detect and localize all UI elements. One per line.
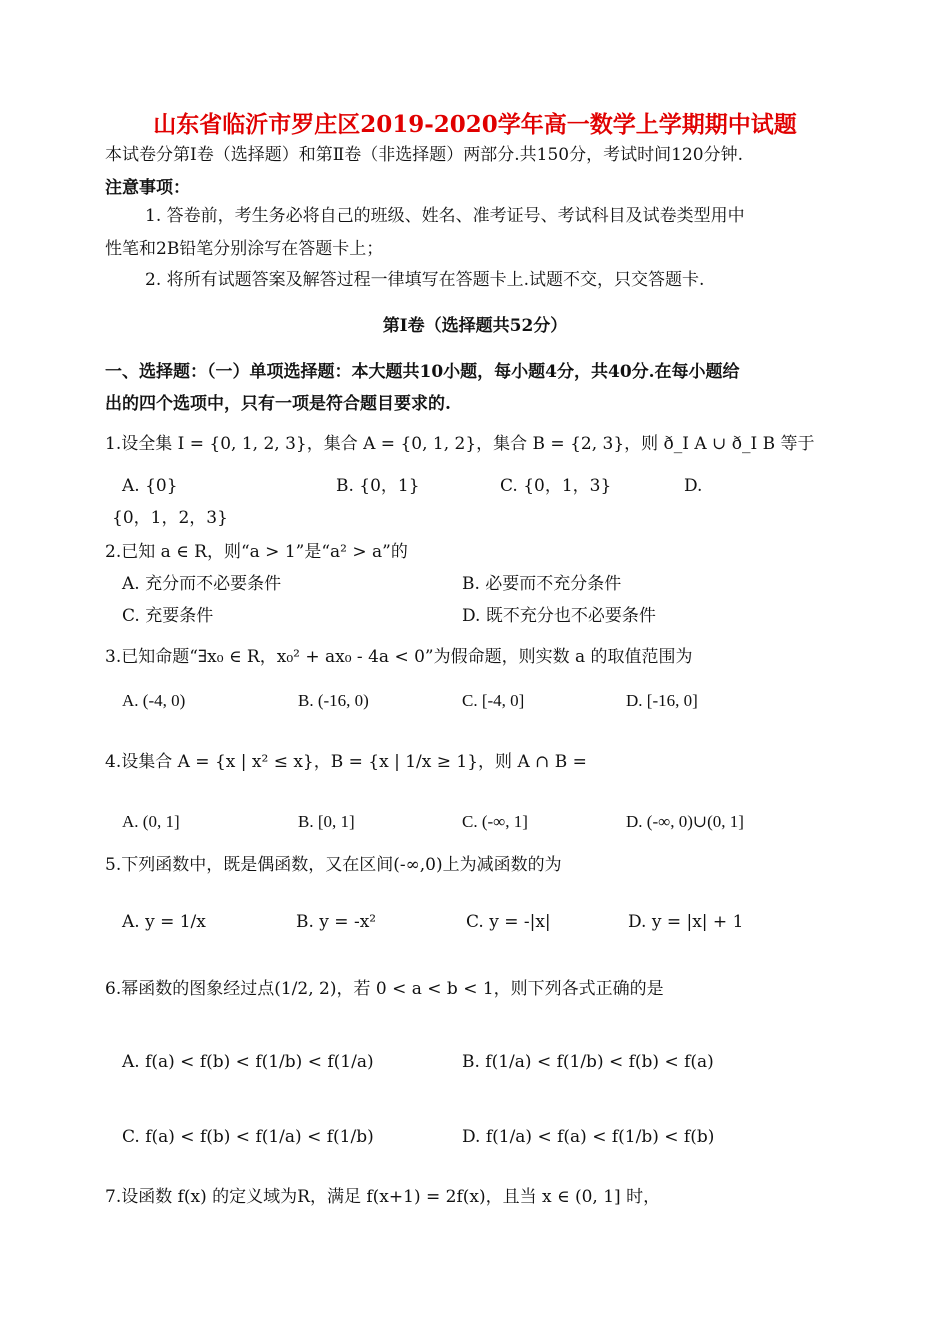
q6-option-d: D. f(1/a) < f(a) < f(1/b) < f(b): [462, 1127, 715, 1147]
q5-option-d: D. y = |x| + 1: [628, 912, 744, 932]
q5-option-b: B. y = -x²: [296, 912, 377, 932]
q2-option-d: D. 既不充分也不必要条件: [462, 606, 656, 626]
question-4-stem: 4.设集合 A = {x | x² ≤ x}，B = {x | 1/x ≥ 1}，则 A ∩ B =: [105, 752, 587, 772]
question-3-stem: 3.已知命题“∃x₀ ∈ R，x₀² + ax₀ - 4a < 0”为假命题，则实数 a 的取值范围为: [105, 647, 693, 667]
notice-item-2: 2. 将所有试题答案及解答过程一律填写在答题卡上.试题不交，只交答题卡.: [145, 270, 705, 290]
question-5-stem: 5.下列函数中，既是偶函数，又在区间(-∞,0)上为减函数的为: [105, 855, 562, 875]
question-7-stem: 7.设函数 f(x) 的定义域为R，满足 f(x+1) = 2f(x)，且当 x ∈ (0, 1] 时，: [105, 1187, 661, 1207]
exam-intro: 本试卷分第Ⅰ卷（选择题）和第Ⅱ卷（非选择题）两部分.共150分，考试时间120分钟.: [105, 145, 743, 165]
q3-option-b: B. (-16, 0): [298, 691, 369, 710]
part-heading-cont: 出的四个选项中，只有一项是符合题目要求的.: [105, 394, 451, 414]
question-6-stem: 6.幂函数的图象经过点(1/2, 2)，若 0 < a < b < 1，则下列各式正确的是: [105, 979, 664, 999]
q4-option-b: B. [0, 1]: [298, 812, 355, 831]
q6-option-a: A. f(a) < f(b) < f(1/b) < f(1/a): [122, 1052, 374, 1072]
question-1-stem: 1.设全集 I = {0, 1, 2, 3}，集合 A = {0, 1, 2}，集合 B = {2, 3}，则 ð_I A ∪ ð_I B 等于: [105, 434, 815, 454]
part-heading: 一、选择题：（一）单项选择题：本大题共10小题，每小题4分，共40分.在每小题给: [105, 362, 740, 382]
notice-heading: 注意事项：: [105, 178, 190, 198]
q5-option-a: A. y = 1/x: [122, 912, 206, 932]
q3-option-d: D. [-16, 0]: [626, 691, 698, 710]
q1-option-d-value: {0，1，2，3}: [112, 508, 228, 528]
q4-option-c: C. (-∞, 1]: [462, 812, 528, 831]
q3-option-c: C. [-4, 0]: [462, 691, 525, 710]
q1-option-a: A. {0}: [122, 476, 178, 496]
q1-option-d: D.: [684, 476, 703, 496]
question-2-stem: 2.已知 a ∈ R，则“a > 1”是“a² > a”的: [105, 542, 408, 562]
page-title: 山东省临沂市罗庄区2019-2020学年高一数学上学期期中试题: [153, 111, 797, 138]
q1-option-b: B. {0，1}: [336, 476, 420, 496]
q6-option-c: C. f(a) < f(b) < f(1/a) < f(1/b): [122, 1127, 374, 1147]
q2-option-b: B. 必要而不充分条件: [462, 574, 622, 594]
q4-option-a: A. (0, 1]: [122, 812, 180, 831]
q3-option-a: A. (-4, 0): [122, 691, 186, 710]
q2-option-a: A. 充分而不必要条件: [122, 574, 282, 594]
q4-option-d: D. (-∞, 0)∪(0, 1]: [626, 812, 744, 831]
q2-option-c: C. 充要条件: [122, 606, 214, 626]
q1-option-c: C. {0，1，3}: [500, 476, 612, 496]
notice-item-1-cont: 性笔和2B铅笔分别涂写在答题卡上；: [105, 239, 384, 259]
notice-item-1: 1. 答卷前，考生务必将自己的班级、姓名、准考证号、考试科目及试卷类型用中: [145, 206, 745, 226]
q6-option-b: B. f(1/a) < f(1/b) < f(b) < f(a): [462, 1052, 714, 1072]
volume-title: 第Ⅰ卷（选择题共52分）: [382, 316, 568, 336]
q5-option-c: C. y = -|x|: [466, 912, 551, 932]
